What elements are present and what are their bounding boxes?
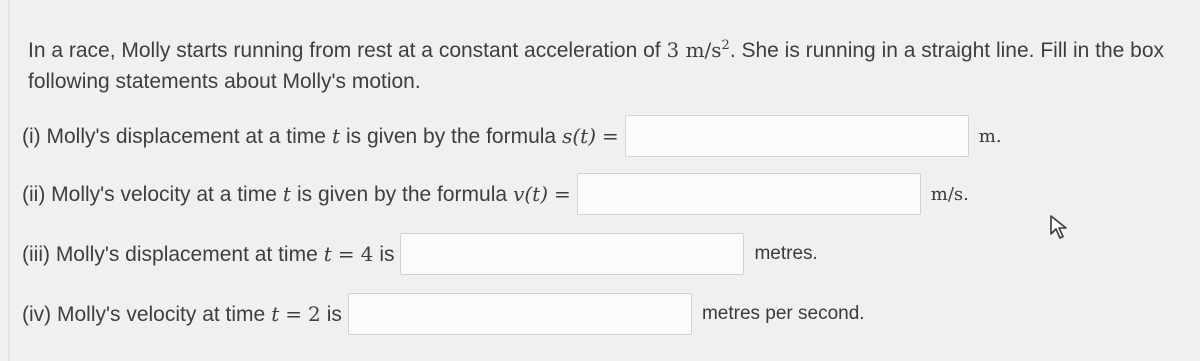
question-ii-label: (ii) Molly's velocity at a time bbox=[22, 182, 277, 206]
answer-input-iii[interactable] bbox=[400, 233, 744, 275]
question-ii-var: t bbox=[282, 181, 291, 206]
question-iii-var: t bbox=[323, 241, 332, 266]
question-iv-label: (iv) Molly's velocity at time bbox=[22, 302, 266, 326]
question-intro bbox=[28, 28, 1200, 100]
question-i-fn: s(t) bbox=[562, 123, 596, 148]
question-iii-label: (iii) Molly's displacement at time bbox=[22, 242, 318, 266]
answer-input-iv[interactable] bbox=[348, 293, 692, 335]
question-iv bbox=[22, 294, 865, 334]
unit-ii: m/s. bbox=[930, 183, 969, 205]
question-ii bbox=[22, 174, 969, 214]
intro-prefix: In a race, Molly starts running from rest at a constant acceleration of bbox=[28, 39, 667, 62]
question-ii-equals: = bbox=[554, 181, 571, 206]
answer-input-ii[interactable] bbox=[577, 173, 921, 215]
answer-input-i[interactable] bbox=[625, 115, 969, 157]
intro-suffix: . She is running in a straight line. Fill in the box bbox=[729, 39, 1165, 62]
intro-line-2: following statements about Molly's motion. bbox=[28, 70, 421, 93]
question-ii-fn: v(t) bbox=[513, 181, 549, 206]
question-iii-equals: = bbox=[337, 241, 355, 266]
question-iii-tail: is bbox=[379, 242, 395, 266]
question-iv-var: t bbox=[271, 301, 280, 326]
question-iv-equals: = bbox=[285, 301, 303, 326]
question-i-var: t bbox=[331, 123, 340, 148]
left-border bbox=[8, 0, 10, 361]
unit-iii: metres. bbox=[754, 243, 818, 264]
question-iii-num: 4 bbox=[360, 241, 374, 266]
question-i-tail: is given by the formula bbox=[345, 124, 557, 148]
question-iv-num: 2 bbox=[308, 301, 321, 326]
question-i-equals: = bbox=[602, 123, 619, 148]
question-ii-tail: is given by the formula bbox=[296, 182, 508, 206]
acceleration-value: 3 bbox=[666, 38, 680, 62]
question-i-label: (i) Molly's displacement at a time bbox=[22, 124, 326, 148]
intro-line-1 bbox=[28, 28, 1200, 64]
unit-i: m. bbox=[978, 125, 1002, 147]
acceleration-exponent: 2 bbox=[721, 38, 730, 53]
question-i bbox=[22, 116, 1002, 156]
question-iv-tail: is bbox=[326, 302, 342, 326]
unit-iv: metres per second. bbox=[701, 303, 865, 324]
question-iii bbox=[22, 234, 818, 274]
acceleration-unit: m/s bbox=[685, 38, 722, 62]
mouse-pointer-icon bbox=[1048, 214, 1070, 240]
